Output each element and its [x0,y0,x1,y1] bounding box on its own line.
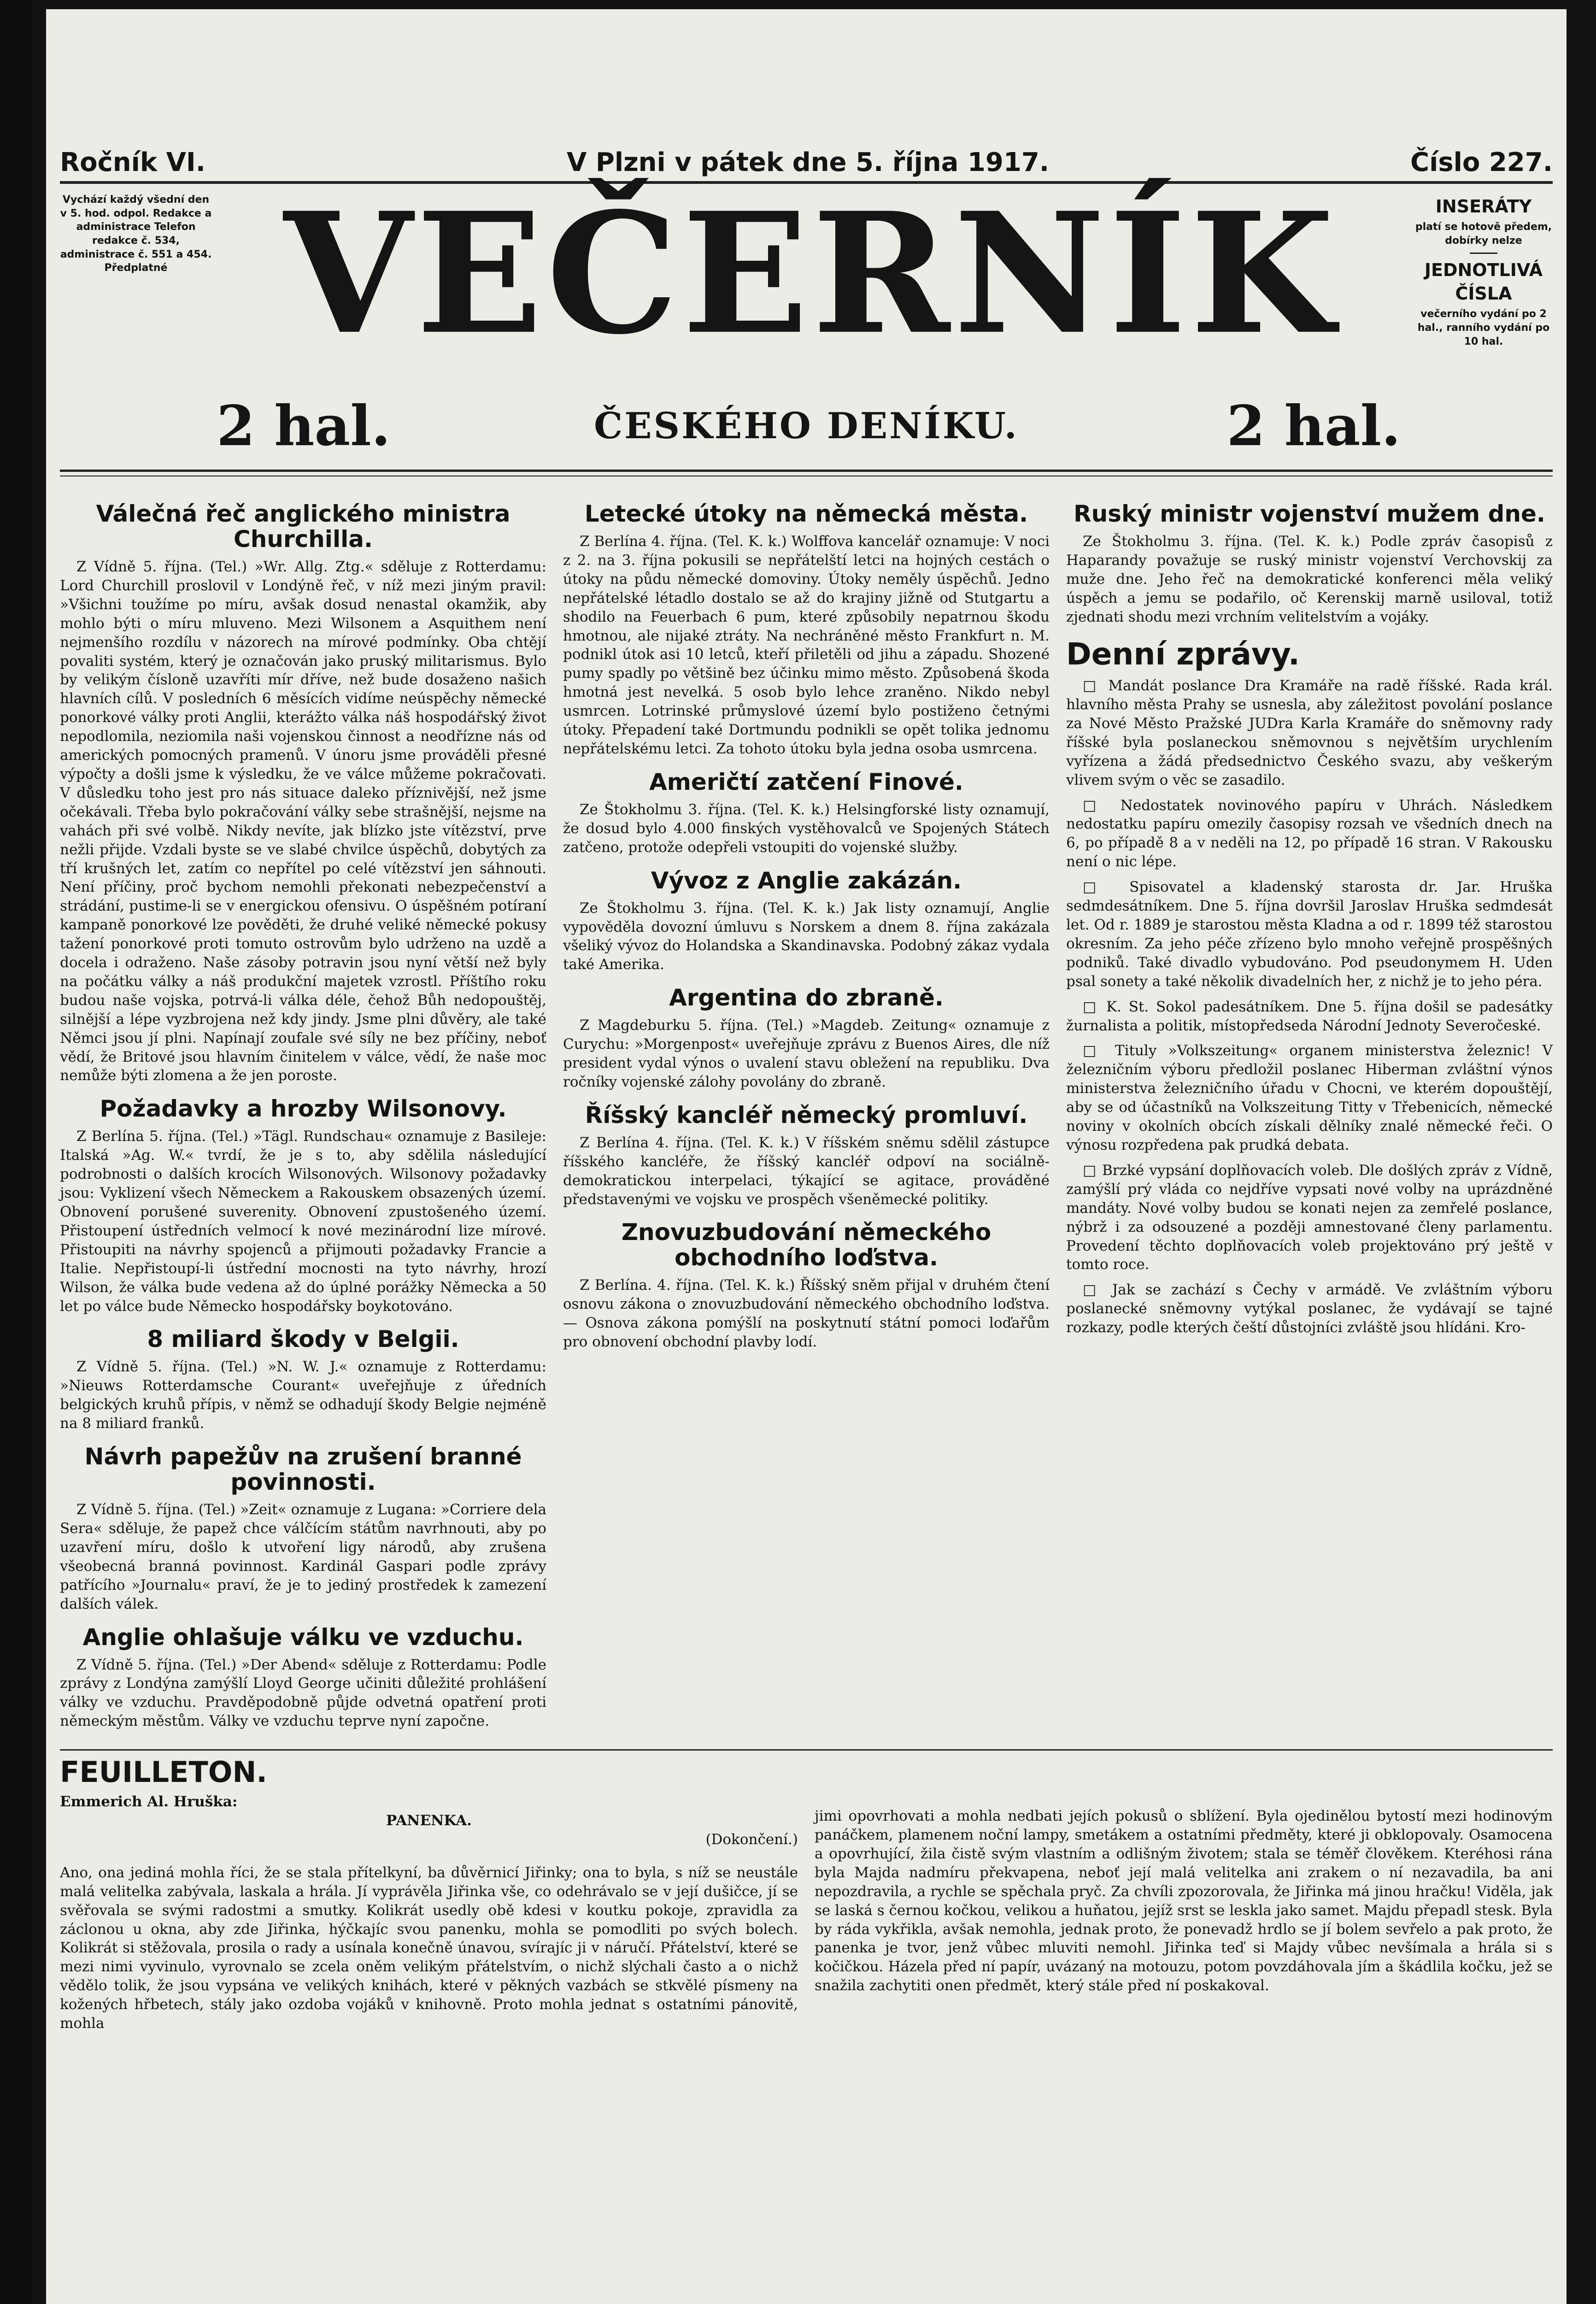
article-text: Z Berlína. 4. října. (Tel. K. k.) Říšský sněm přijal v druhém čtení osnovu zákona o znovuzbudování německého obchodního loďstva. — Osnova zákona pomýšlí na poskytnutí státní pomoci loďařům pro obnovení obchodní plavby lodí. [563,1277,1050,1351]
article-heading: Říšský kancléř německý promluví. [585,1101,1028,1128]
article-text: Z Berlína 4. října. (Tel. K. k.) V říšském sněmu sdělil zástupce říšského kancléře, že říšský kancléř odpoví na sociálně-demokratickou interpelaci, týkající se agitace, prováděné představenými ve vojsku ve prospěch všeněmecké politiky. [563,1134,1050,1208]
article-text: Ze Štokholmu 3. října. (Tel. K. k.) Podle zpráv časopisů z Haparandy považuje se ruský ministr vojenství Verchovskij za muže dne. Jeho řeč na demokratické konferenci měla veliký úspěch a jemu se podařilo, oč Kerenskij marně usiloval, totiž zjednati shodu mezi vrchním velitelstvím a vojáky. [1066,533,1553,625]
article-text: Ze Štokholmu 3. října. (Tel. K. k.) Helsingforské listy oznamují, že dosud bylo 4.000 finských vystěhovalců ve Spojených Státech zatčeno, protože odepřeli vstoupiti do vojenské služby. [563,801,1050,856]
adverts-text: platí se hotově předem, dobírky nelze [1415,221,1552,247]
issue-number: Číslo 227. [1410,147,1553,177]
newspaper-title: VEČERNÍK [283,176,1338,371]
masthead [60,176,1553,470]
feuilleton-column-2 [815,1793,1553,2047]
news-item: □ Brzké vypsání doplňovacích voleb. Dle došlých zpráv z Vídně, zamýšlí prý vláda co nejdříve vypsati nové volby na uprázdněné mandáty. Nové volby budou se konati nejen za zemřelé poslance, nýbrž i za odsouzené a později amnestované členy parlamentu. Provedení těchto doplňovacích voleb projektováno prý ještě v tomto roce. [1066,1162,1553,1273]
columns [60,490,1553,1735]
single-copies-heading: JEDNOTLIVÁ ČÍSLA [1424,259,1543,304]
article-text: Z Vídně 5. října. (Tel.) »Wr. Allg. Ztg.« sděluje z Rotterdamu: Lord Churchill proslovil v Londýně řeč, v níž mezi jiným pravil: »Všichni toužíme po míru, avšak dosud nenastal okamžik, aby mohlo býti o míru mluveno. Mezi Wilsonem a Asquithem není nejmenšího rozdílu v názorech na mírové podmínky. Oba chtějí povaliti systém, který je označován jako pruský militarismus. Bylo by velikým čísloně uzavříti mír dříve, než bude dosaženo našich hlavních cílů. V posledních 6 měsících vidíme neúspěchy německé ponorkové války proti Anglii, kterážto válka náš hospodářský život nepodlomila, neziomila naši vojenskou činnost a neodřízne nás od amerických pomocných pramenů. V únoru jsme prováděli přesné výpočty a došli jsme k výsledku, že ve válce můžeme pokračovati. V důsledku toho jest pro nás situace daleko příznivější, než jsme očekávali. Třeba bylo pokračování války sebe strašnější, nejsme na vahách při své volbě. Nikdy nevíte, jak blízko jste vítězství, prve nežli přijde. Vzdali byste se ve slabé chvilce úspěchů, dobytých za tří krušných let, zatím co nepřítel po celé vítězství jen sáhnouti. Není příčiny, proč bychom nemohli překonati nebezpečenství a strádání, pustime-li se v energickou ofensivu. O úspěšném potíraní kampaně ponorkové lze pověděti, že druhé veliké německé pokusy tažení ponorkové proti tomuto ostrovům bylo udrženo na uzdě a docela i odraženo. Naše zásoby potravin jsou nyní větší než byly na počátku války a náš produkční majetek vzrostl. Příštího roku budou naše vojska, potrvá-li válka déle, čehož Bůh nedopouštěj, silnější a lépe vyzbrojena než kdy jindy. Jsme plni důvěry, ale také Němci jsou jí plni. Napínají zoufale své síly ne bez příčiny, neboť vědí, že Britové jsou hlavním činitelem v válce, vědí, že naše moc nemůže býti zlomena a že jen poroste. [60,558,546,1084]
column-2 [563,490,1050,1735]
feuilleton-section [60,1749,1553,2047]
article-text: Z Berlína 5. října. (Tel.) »Tägl. Rundschau« oznamuje z Basileje: Italská »Ag. W.« tvrdí, že je s to, aby sdělila následující podrobnosti o dalších krocích Wilsonových. Wilsonovy požadavky jsou: Vyklizení všech Německem a Rakouskem obsazených území. Obnovení porušené suverenity. Obnovení zpustošeného území. Přistoupení ústředních velmocí k nové mezinárodní lize mírové. Přistoupiti na návrhy spojenců a přijmouti požadavky Francie a Italie. Nepřistoupí-li ústřední mocnosti na tyto návrhy, hrozí Wilson, že válka bude vedena až do úplné porážky Německa a 50 let po válce bude Německo hospodářsky boykotováno. [60,1128,546,1315]
feuilleton-text: jimi opovrhovati a mohla nedbati jejích pokusů o sblížení. Byla ojedinělou bytostí mezi hodinovým panáčkem, plamenem noční lampy, smetákem a ostatními předměty, které ji obklopovaly. Osamocena a opovrhující, žila čistě svým vlastním a odlišným životem; stala se téměř člověkem. Kteréhosi rána byla Majda nadmíru překvapena, neboť její malá velitelka ani zrakem o ní nezavadila, ba ani nepozdravila, a rychle se spěchala pryč. Za chvíli zpozorovala, že Jiřinka má jinou hračku! Viděla, jak se laská s černou kočkou, velikou a huňatou, jejíž srst se leskla jako samet. Majdu přepadl stesk. Byla by ráda vykřikla, avšak nemohla, jednak proto, že ponevadž hrdlo se jí bolem sevřelo a pak proto, že panenka je tvor, jenž vůbec mluviti nemohl. Jiřinka teď si Majdy vůbec nevšímala a hrála si s kočičkou. Házela před ní papír, uvázaný na motouzu, potom povzdáhovala jím a škádlila kočku, jež se snažila zachytiti onen předmět, který stále před ní poskakoval. [815,1808,1553,1994]
feuilleton-heading: FEUILLETON. [60,1755,267,1789]
article-heading: Anglie ohlašuje válku ve vzduchu. [82,1623,524,1651]
feuilleton-author: Emmerich Al. Hruška: [60,1793,238,1810]
article-heading: Znovuzbudování německého obchodního loďstva. [621,1219,992,1271]
feuilleton-title: PANENKA. [386,1812,472,1829]
article-text: Z Berlína 4. října. (Tel. K. k.) Wolffova kancelář oznamuje: V noci z 2. na 3. října pokusili se nepřátelští letci na hojných cestách o útoky na půdu německé domoviny. Útoky neměly úspěchů. Jedno nepřátelské létadlo dostalo se až do krajiny jižně od Stutgartu a shodilo na Feuerbach 6 pum, které způsobily nepatrnou škodu hmotnou, ale nijaké ztráty. Na nechráněné město Frankfurt n. M. podnikl útok asi 10 letců, kteří přiletěli od jihu a západu. Shozené pumy spadly po většině bez účinku mimo město. Způsobená škoda hmotná jest nevelká. 5 osob bylo lehce zraněno. Nikdo nebyl usmrcen. Lotrinské průmyslové území bylo postiženo četnými útoky. Přepadení také Dortmundu podnikli se opět tolika jednomu nepřátelskému letci. Za tohoto útoku byla jedna osoba usmrcena. [563,533,1050,757]
price-left: 2 hal. [217,394,391,458]
news-item: □ Nedostatek novinového papíru v Uhrách. Následkem nedostatku papíru omezily časopisy rozsah ve všedních dnech na 6, po případě 8 a v neděli na 12, po případě 16 stran. V Rakousku není o nic lépe. [1066,797,1553,870]
article-heading: Válečná řeč anglického ministra Churchilla. [96,500,510,552]
article-text: Z Magdeburku 5. října. (Tel.) »Magdeb. Zeitung« oznamuje z Curychu: »Morgenpost« uveřejňuje zprávu z Buenos Aires, dle níž president vydal výnos o uvalení stavu obležení na republiku. Dva ročníky vojenské zálohy povolány do zbraně. [563,1017,1050,1090]
column-3 [1066,490,1553,1735]
news-item: □ K. St. Sokol padesátníkem. Dne 5. října došil se padesátky žurnalista a politik, místopředseda Národní Jednoty Severočeské. [1066,998,1553,1034]
article-heading: Vývoz z Anglie zakázán. [651,867,962,894]
publication-info: Vychází každý všední den v 5. hod. odpol. Redakce a administrace Telefon redakce č. 534, administrace č. 551 a 454. Předplatné [60,194,212,274]
feuilleton-column-1 [60,1793,798,2047]
feuilleton-text: Ano, ona jediná mohla říci, že se stala přítelkyní, ba důvěrnicí Jiřinky; ona to byla, s níž se neustále malá velitelka zabývala, laskala a hrála. Jí vyprávěla Jiřinka vše, co odehrávalo se v její dušičce, jí se svěřovala se svými radostmi a smutky. Kolikrát usedly obě kdesi v koutku pokoje, zpravidla za záclonou u okna, aby zde Jiřinka, hýčkajíc svou panenku, mohla se pomodliti po svých bolech. Kolikrát si stěžovala, prosila o rady a usínala konečně únavou, svírajíc ji v náručí. Přátelství, které se mezi nimi vyvinulo, vyrovnalo se zcela oněm velikým přátelstvím, o nichž slýchali často a o nichž vědělo tolik, že jsou vypsána ve velikých knihách, které v pěkných vazbách se stkvělé písmeny na kožených hřbetech, stály jako ozdoba vojáků v knihovně. Proto mohla jednat s ostatními pánovitě, mohla [60,1864,798,2032]
article-heading: Američtí zatčení Finové. [649,768,963,795]
news-item: □ Mandát poslance Dra Kramáře na radě říšské. Rada král. hlavního města Prahy se usnesla, aby záležitost povolání poslance za Nové Město Pražské JUDra Karla Kramáře do sněmovny rady říšské byla poslaneckou sněmovnou s největším urychlením vyřízena a žádá předsednictvo Českého svazu, aby veškerým vlivem svým o věc se zasadilo. [1066,677,1553,788]
article-heading: Letecké útoky na německá města. [584,500,1028,527]
single-copies-text: večerního vydání po 2 hal., ranního vydání po 10 hal. [1417,308,1550,347]
feuilleton-continuation: (Dokončení.) [705,1831,798,1848]
dateline: V Plzni v pátek dne 5. října 1917. [567,147,1050,177]
masthead-divider [60,470,1553,476]
news-item: □ Spisovatel a kladenský starosta dr. Jar. Hruška sedmdesátníkem. Dne 5. října dovršil Jaroslav Hruška sedmdesát let. Od r. 1889 je starostou města Kladna a od r. 1899 též starostou okresním. Za jeho péče zřízeno bylo mnoho veřejně prospěšných podniků. Také divadlo vybudováno. Pod pseudonymem H. Uden psal sonety a také několik divadelních her, z nichž je to jeho péra. [1066,879,1553,990]
article-heading: Požadavky a hrozby Wilsonovy. [100,1095,507,1123]
article-text: Z Vídně 5. října. (Tel.) »Zeit« oznamuje z Lugana: »Corriere dela Sera« sděluje, že papež chce válčícím státům navrhnouti, aby po uzavření míru, došlo k utvoření ligy národů, aby zrušena všeobecná branná povinnost. Kardinál Gaspari podle zprávy patřícího »Journalu« praví, že je to jediný prostředek k zamezení dalších válek. [60,1501,546,1612]
article-text: Ze Štokholmu 3. října. (Tel. K. k.) Jak listy oznamují, Anglie vypověděla dovozní úmluvu s Norskem a dnem 8. října zakázala všeliký vývoz do Holandska a Skandinavska. Podobný zákaz vydala také Amerika. [563,899,1050,973]
article-heading: Ruský ministr vojenství mužem dne. [1074,500,1545,527]
article-heading: Argentina do zbraně. [669,984,944,1011]
article-text: Z Vídně 5. října. (Tel.) »Der Abend« sděluje z Rotterdamu: Podle zprávy z Londýna zamýšlí Lloyd George učiniti důležité prohlášení války ve vzduchu. Pravděpodobně půjde odvetná opatření proti německým městům. Války ve vzduchu teprve nyní započne. [60,1656,546,1730]
section-heading-daily-news: Denní zprávy. [1066,636,1300,672]
feuilleton-columns [60,1793,1553,2047]
advert-info [1414,193,1553,348]
column-1 [60,490,546,1735]
news-item: □ Jak se zachází s Čechy v armádě. Ve zvláštním výboru poslanecké sněmovny vytýkal poslanec, že vydávají se tajné rozkazy, podle kterých čeští důstojníci zvláště jsou hlídáni. Kro- [1066,1281,1553,1336]
newspaper-subtitle: ČESKÉHO DENÍKU. [594,405,1019,447]
news-item: □ Tituly »Volkszeitung« organem ministerstva železnic! V železničním výboru předložil poslanec Hiberman zvláštní výnos ministerstva železničního úřadu v Chocni, ve kterém dopouštějí, aby se od účastníků na Volkszeitung Titty v Třebenicích, německé noviny v okolních obcích získali dělníky znalé německé řeči. O výnosu rozpředena pak prudká debata. [1066,1042,1553,1153]
volume-number: Ročník VI. [60,147,206,177]
adverts-heading: INSERÁTY [1435,196,1532,217]
article-heading: Návrh papežův na zrušení branné povinnosti. [84,1443,522,1496]
newspaper-page [46,9,1567,2304]
scan-left-edge [0,0,32,2304]
article-heading: 8 miliard škody v Belgii. [147,1326,459,1353]
article-text: Z Vídně 5. října. (Tel.) »N. W. J.« oznamuje z Rotterdamu: »Nieuws Rotterdamsche Courant« uveřejňuje z úředních belgických kruhů přípis, v němž se odhadují škody Belgie nejméně na 8 miliard franků. [60,1358,546,1432]
price-right: 2 hal. [1226,394,1401,458]
